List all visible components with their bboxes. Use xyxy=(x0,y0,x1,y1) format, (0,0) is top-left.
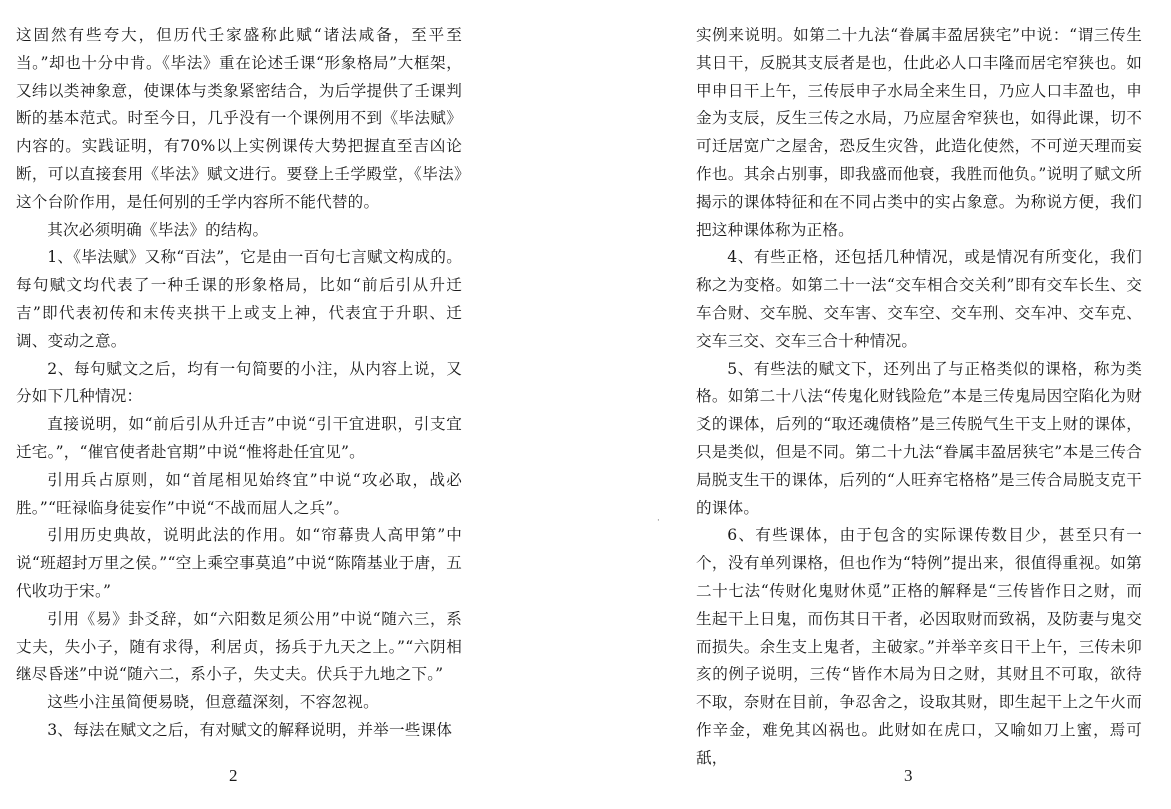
paragraph: 实例来说明。如第二十九法“眷属丰盈居狭宅”中说：“谓三传生其日干，反脱其支辰者是也，仕此必人口丰隆而居宅窄狭也。如甲申日干上午，三传辰申子水局全来生日，乃应人口丰盈也，申金为支辰，反生三传之水局，乃应屋舍窄狭也，如得此课，切不可迁居宽广之屋舍，恐反生灾咎，此造化使然，不可逆天理而妄作也。其余占别事，即我盛而他衰，我胜而他负。”说明了赋文所揭示的课体特征和在不同占类中的实占象意。为称说方便，我们把这种课体称为正格。 xyxy=(696,26,1142,239)
paragraph: 6、有些课体，由于包含的实际课传数目少，甚至只有一个，没有单列课格，但也作为“特例”提出来，很值得重视。如第二十七法“传财化鬼财休觅”正格的解释是“三传皆作日之财，而生起干上日鬼，而伤其日干者，必因取财而致祸，及防妻与鬼交而损失。余生支上鬼者，主破家。”并举辛亥日干上午，三传未卯亥的例子说明，三传“皆作木局为日之财，其财且不可取，欲待不取，奈财在目前，争忍舍之，设取其财，即生起干上之午火而作辛金，难免其凶祸也。此财如在虎口，又喻如刀上蜜，焉可舐， xyxy=(696,526,1142,767)
paragraph: 3、每法在赋文之后，有对赋文的解释说明，并举一些课体 xyxy=(47,720,453,739)
gutter-mark: · xyxy=(657,516,660,526)
paragraph: 直接说明，如“前后引从升迁吉”中说“引干宜进职，引支宜迁宅。”，“催官使者赴官期”中说“惟将赴任宜见”。 xyxy=(16,415,462,461)
paragraph: 引用《易》卦爻辞，如“六阳数足须公用”中说“随六三，系丈夫，失小子，随有求得，利居贞，扬兵于九天之上。”“六阴相继尽昏迷”中说“随六二，系小子，失丈夫。伏兵于九地之下。” xyxy=(16,609,462,684)
paragraph: 这固然有些夸大，但历代壬家盛称此赋“诸法咸备，至平至当。”却也十分中肯。《毕法》重在论述壬课“形象格局”大框架，又纬以类神象意，使课体与类象紧密结合，为后学提供了壬课判断的基本范式。时至今日，几乎没有一个课例用不到《毕法赋》内容的。实践证明，有70%以上实例课传大势把握直至吉凶论断，可以直接套用《毕法》赋文进行。要登上壬学殿堂，《毕法》这个台阶作用，是任何别的壬学内容所不能代替的。 xyxy=(16,26,462,211)
paragraph: 引用历史典故，说明此法的作用。如“帘幕贵人高甲第”中说“班超封万里之侯。”“空上乘空事莫追”中说“陈隋基业于唐，五代收功于宋。” xyxy=(16,526,462,600)
paragraph: 这些小注虽简便易晓，但意蕴深刻，不容忽视。 xyxy=(47,693,379,712)
paragraph: 4、有些正格，还包括几种情况，或是情况有所变化，我们称之为变格。如第二十一法“交车相合交关利”即有交车长生、交车合财、交车脱、交车害、交车空、交车刑、交车冲、交车克、交车三交、交车三合十种情况。 xyxy=(696,248,1142,350)
paragraph: 2、每句赋文之后，均有一句简要的小注，从内容上说，又分如下几种情况： xyxy=(16,359,462,406)
paragraph: 引用兵占原则，如“首尾相见始终宜”中说“攻必取，战必胜。”“旺禄临身徒妄作”中说“不战而屈人之兵”。 xyxy=(16,470,462,517)
paragraph: 5、有些法的赋文下，还列出了与正格类似的课格，称为类格。如第二十八法“传鬼化财钱险危”本是三传鬼局因空陷化为财爻的课体，后列的“取还魂债格”是三传脱气生干支上财的课体，只是类似，但是不同。第二十九法“眷属丰盈居狭宅”本是三传合局脱支生干的课体，后列的“人旺弃宅格格”是三传合局脱支克干的课体。 xyxy=(696,359,1142,517)
page-number-right: 3 xyxy=(904,766,913,785)
paragraph: 1、《毕法赋》又称“百法”，它是由一百句七言赋文构成的。每句赋文均代表了一种壬课的形象格局，比如“前后引从升迁吉”即代表初传和末传夹拱干上或支上神，代表宜于升职、迁调、变动之意。 xyxy=(16,248,462,350)
right-page xyxy=(696,22,1142,773)
paragraph: 其次必须明确《毕法》的结构。 xyxy=(47,220,269,239)
left-page xyxy=(16,22,462,745)
page-number-left: 2 xyxy=(229,766,238,785)
